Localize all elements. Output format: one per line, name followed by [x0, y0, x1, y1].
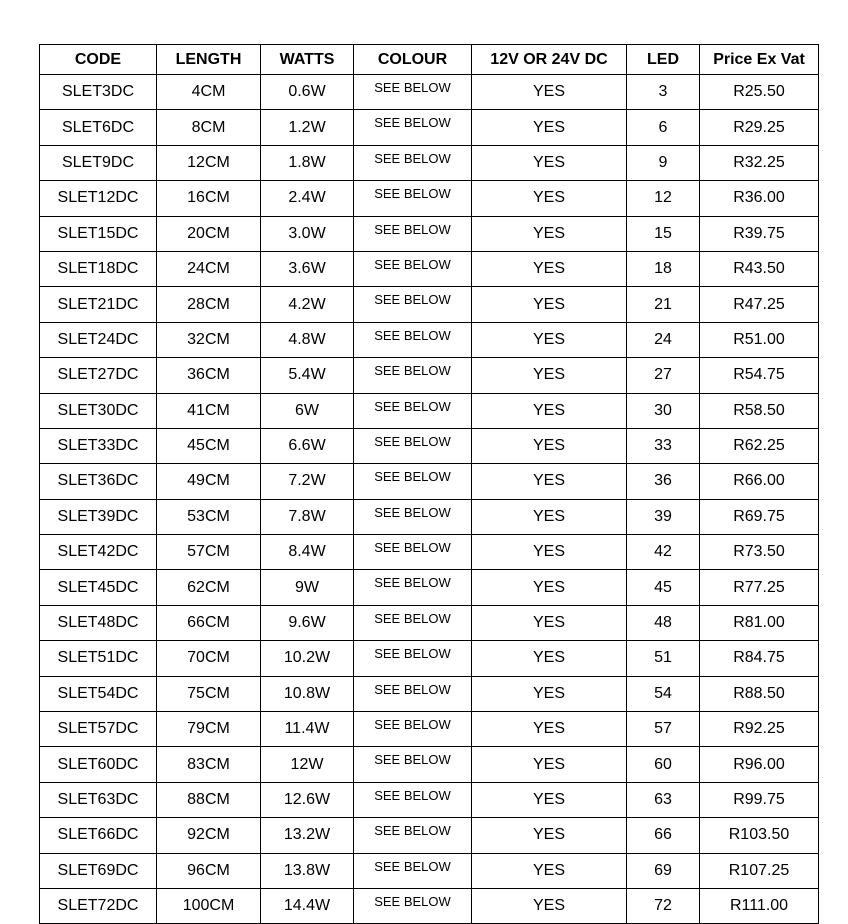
cell-colour: SEE BELOW [354, 747, 472, 782]
cell-length: 57CM [157, 535, 261, 570]
cell-watts: 8.4W [261, 535, 354, 570]
cell-watts: 3.0W [261, 216, 354, 251]
cell-code: SLET33DC [40, 428, 157, 463]
cell-length: 12CM [157, 145, 261, 180]
cell-voltage: YES [472, 641, 627, 676]
cell-colour: SEE BELOW [354, 428, 472, 463]
table-row [40, 428, 819, 463]
cell-length: 88CM [157, 782, 261, 817]
table-row [40, 393, 819, 428]
cell-led: 48 [627, 605, 700, 640]
cell-watts: 4.8W [261, 322, 354, 357]
cell-price: R62.25 [700, 428, 819, 463]
cell-watts: 7.8W [261, 499, 354, 534]
cell-voltage: YES [472, 145, 627, 180]
cell-colour: SEE BELOW [354, 712, 472, 747]
table-row [40, 145, 819, 180]
cell-led: 36 [627, 464, 700, 499]
cell-length: 83CM [157, 747, 261, 782]
cell-led: 24 [627, 322, 700, 357]
cell-price: R103.50 [700, 818, 819, 853]
cell-price: R111.00 [700, 888, 819, 923]
cell-length: 28CM [157, 287, 261, 322]
cell-price: R43.50 [700, 251, 819, 286]
cell-voltage: YES [472, 287, 627, 322]
cell-length: 32CM [157, 322, 261, 357]
cell-code: SLET21DC [40, 287, 157, 322]
cell-led: 63 [627, 782, 700, 817]
table-row [40, 499, 819, 534]
table-row [40, 287, 819, 322]
cell-led: 30 [627, 393, 700, 428]
cell-length: 4CM [157, 75, 261, 110]
cell-watts: 7.2W [261, 464, 354, 499]
cell-watts: 10.2W [261, 641, 354, 676]
cell-voltage: YES [472, 605, 627, 640]
cell-led: 9 [627, 145, 700, 180]
table-row [40, 251, 819, 286]
cell-length: 75CM [157, 676, 261, 711]
cell-led: 51 [627, 641, 700, 676]
cell-length: 24CM [157, 251, 261, 286]
cell-led: 60 [627, 747, 700, 782]
cell-length: 100CM [157, 888, 261, 923]
cell-price: R54.75 [700, 358, 819, 393]
cell-voltage: YES [472, 393, 627, 428]
cell-led: 66 [627, 818, 700, 853]
cell-length: 79CM [157, 712, 261, 747]
cell-code: SLET63DC [40, 782, 157, 817]
cell-colour: SEE BELOW [354, 782, 472, 817]
cell-price: R32.25 [700, 145, 819, 180]
table-row [40, 888, 819, 923]
cell-code: SLET60DC [40, 747, 157, 782]
cell-voltage: YES [472, 747, 627, 782]
table-row [40, 181, 819, 216]
cell-length: 20CM [157, 216, 261, 251]
cell-price: R69.75 [700, 499, 819, 534]
cell-watts: 4.2W [261, 287, 354, 322]
cell-price: R77.25 [700, 570, 819, 605]
cell-length: 66CM [157, 605, 261, 640]
cell-voltage: YES [472, 782, 627, 817]
cell-watts: 0.6W [261, 75, 354, 110]
cell-code: SLET42DC [40, 535, 157, 570]
cell-watts: 13.2W [261, 818, 354, 853]
cell-colour: SEE BELOW [354, 605, 472, 640]
cell-code: SLET72DC [40, 888, 157, 923]
cell-code: SLET66DC [40, 818, 157, 853]
cell-length: 36CM [157, 358, 261, 393]
cell-code: SLET24DC [40, 322, 157, 357]
header-length: LENGTH [157, 45, 261, 75]
table-row [40, 782, 819, 817]
cell-colour: SEE BELOW [354, 464, 472, 499]
cell-watts: 1.2W [261, 110, 354, 145]
cell-price: R84.75 [700, 641, 819, 676]
cell-led: 45 [627, 570, 700, 605]
cell-colour: SEE BELOW [354, 251, 472, 286]
cell-led: 57 [627, 712, 700, 747]
cell-colour: SEE BELOW [354, 145, 472, 180]
cell-voltage: YES [472, 853, 627, 888]
cell-colour: SEE BELOW [354, 853, 472, 888]
cell-code: SLET57DC [40, 712, 157, 747]
cell-length: 62CM [157, 570, 261, 605]
cell-code: SLET30DC [40, 393, 157, 428]
cell-code: SLET51DC [40, 641, 157, 676]
cell-length: 92CM [157, 818, 261, 853]
table-row [40, 712, 819, 747]
cell-code: SLET9DC [40, 145, 157, 180]
cell-voltage: YES [472, 712, 627, 747]
cell-voltage: YES [472, 216, 627, 251]
cell-code: SLET3DC [40, 75, 157, 110]
cell-voltage: YES [472, 428, 627, 463]
table-row [40, 641, 819, 676]
cell-led: 69 [627, 853, 700, 888]
header-price: Price Ex Vat [700, 45, 819, 75]
table-row [40, 464, 819, 499]
cell-colour: SEE BELOW [354, 535, 472, 570]
cell-voltage: YES [472, 464, 627, 499]
cell-voltage: YES [472, 251, 627, 286]
price-table [39, 44, 819, 924]
cell-code: SLET39DC [40, 499, 157, 534]
cell-voltage: YES [472, 181, 627, 216]
cell-length: 16CM [157, 181, 261, 216]
header-watts: WATTS [261, 45, 354, 75]
cell-watts: 1.8W [261, 145, 354, 180]
cell-watts: 13.8W [261, 853, 354, 888]
table-row [40, 818, 819, 853]
cell-length: 53CM [157, 499, 261, 534]
cell-colour: SEE BELOW [354, 358, 472, 393]
cell-voltage: YES [472, 818, 627, 853]
cell-led: 33 [627, 428, 700, 463]
cell-colour: SEE BELOW [354, 287, 472, 322]
cell-code: SLET69DC [40, 853, 157, 888]
table-row [40, 535, 819, 570]
cell-code: SLET6DC [40, 110, 157, 145]
cell-price: R39.75 [700, 216, 819, 251]
cell-price: R25.50 [700, 75, 819, 110]
cell-length: 8CM [157, 110, 261, 145]
table-row [40, 216, 819, 251]
header-colour: COLOUR [354, 45, 472, 75]
table-row [40, 75, 819, 110]
cell-price: R92.25 [700, 712, 819, 747]
cell-colour: SEE BELOW [354, 110, 472, 145]
cell-watts: 6.6W [261, 428, 354, 463]
table-row [40, 570, 819, 605]
table-row [40, 358, 819, 393]
cell-led: 72 [627, 888, 700, 923]
cell-watts: 12.6W [261, 782, 354, 817]
cell-price: R73.50 [700, 535, 819, 570]
cell-code: SLET48DC [40, 605, 157, 640]
cell-voltage: YES [472, 358, 627, 393]
cell-price: R51.00 [700, 322, 819, 357]
cell-led: 15 [627, 216, 700, 251]
cell-led: 27 [627, 358, 700, 393]
cell-watts: 10.8W [261, 676, 354, 711]
cell-code: SLET36DC [40, 464, 157, 499]
header-voltage: 12V OR 24V DC [472, 45, 627, 75]
cell-watts: 11.4W [261, 712, 354, 747]
cell-watts: 5.4W [261, 358, 354, 393]
cell-watts: 12W [261, 747, 354, 782]
cell-code: SLET45DC [40, 570, 157, 605]
cell-price: R96.00 [700, 747, 819, 782]
cell-colour: SEE BELOW [354, 181, 472, 216]
cell-colour: SEE BELOW [354, 676, 472, 711]
cell-code: SLET15DC [40, 216, 157, 251]
cell-led: 42 [627, 535, 700, 570]
cell-led: 54 [627, 676, 700, 711]
cell-code: SLET54DC [40, 676, 157, 711]
table-row [40, 322, 819, 357]
cell-colour: SEE BELOW [354, 818, 472, 853]
cell-voltage: YES [472, 570, 627, 605]
cell-led: 6 [627, 110, 700, 145]
cell-voltage: YES [472, 535, 627, 570]
table-row [40, 110, 819, 145]
table-row [40, 853, 819, 888]
table-body [40, 75, 819, 924]
cell-led: 12 [627, 181, 700, 216]
cell-led: 39 [627, 499, 700, 534]
cell-led: 18 [627, 251, 700, 286]
cell-length: 96CM [157, 853, 261, 888]
cell-colour: SEE BELOW [354, 641, 472, 676]
cell-watts: 2.4W [261, 181, 354, 216]
cell-watts: 14.4W [261, 888, 354, 923]
cell-colour: SEE BELOW [354, 322, 472, 357]
cell-price: R58.50 [700, 393, 819, 428]
cell-colour: SEE BELOW [354, 216, 472, 251]
cell-colour: SEE BELOW [354, 570, 472, 605]
header-led: LED [627, 45, 700, 75]
cell-led: 3 [627, 75, 700, 110]
cell-length: 49CM [157, 464, 261, 499]
header-row [40, 45, 819, 75]
table-row [40, 676, 819, 711]
cell-price: R36.00 [700, 181, 819, 216]
header-code: CODE [40, 45, 157, 75]
cell-price: R99.75 [700, 782, 819, 817]
cell-price: R107.25 [700, 853, 819, 888]
table-header [40, 45, 819, 75]
table-row [40, 747, 819, 782]
table-row [40, 605, 819, 640]
cell-voltage: YES [472, 676, 627, 711]
cell-led: 21 [627, 287, 700, 322]
cell-colour: SEE BELOW [354, 393, 472, 428]
cell-voltage: YES [472, 322, 627, 357]
cell-price: R66.00 [700, 464, 819, 499]
cell-voltage: YES [472, 110, 627, 145]
cell-price: R29.25 [700, 110, 819, 145]
cell-voltage: YES [472, 499, 627, 534]
cell-voltage: YES [472, 75, 627, 110]
cell-colour: SEE BELOW [354, 75, 472, 110]
cell-price: R81.00 [700, 605, 819, 640]
cell-code: SLET27DC [40, 358, 157, 393]
cell-code: SLET12DC [40, 181, 157, 216]
cell-price: R88.50 [700, 676, 819, 711]
cell-watts: 9.6W [261, 605, 354, 640]
cell-colour: SEE BELOW [354, 888, 472, 923]
cell-length: 41CM [157, 393, 261, 428]
cell-length: 45CM [157, 428, 261, 463]
cell-watts: 9W [261, 570, 354, 605]
cell-price: R47.25 [700, 287, 819, 322]
cell-colour: SEE BELOW [354, 499, 472, 534]
cell-watts: 6W [261, 393, 354, 428]
cell-watts: 3.6W [261, 251, 354, 286]
cell-code: SLET18DC [40, 251, 157, 286]
cell-length: 70CM [157, 641, 261, 676]
cell-voltage: YES [472, 888, 627, 923]
